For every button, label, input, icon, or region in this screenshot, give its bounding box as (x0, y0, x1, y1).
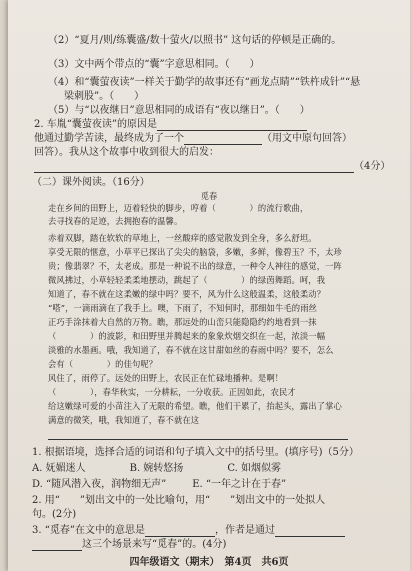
passage-line: 满意的微笑，哦，我知道了，春不就在这 (48, 415, 200, 425)
passage-title: 觅春 (200, 191, 218, 201)
q3-line1: 2. 车胤“囊萤夜读”的原因是 (34, 118, 400, 131)
q2-2-line1: （2）“夏月/则/练囊盛/数十萤火/以照书” 这句话的停顿是正确的。 (48, 35, 342, 46)
q2-5-line: （5）与“以夜继日”意思相同的成语有“夜以继日”。（ ） (48, 105, 310, 116)
passage-line: 去寻找春的足迹，去拥抱春的温馨。 (48, 216, 183, 226)
answer-blank[interactable] (145, 525, 215, 537)
passage-line: 会有（ ）的佳句呢？ (48, 359, 158, 369)
q3-prompt: 3. “觅春”在文中的意思是 ，作者是通过 (32, 524, 400, 537)
passage-line: 淡雅的水墨画。哦，我知道了，春不就在这甘甜如丝的春雨中吗？要不，怎么 (48, 345, 334, 355)
q1-prompt: 1. 根据语境，选择合适的词语和句子填入文中的括号里。(填序号)（5分） (32, 447, 359, 458)
q3-answer-line: （4分） (34, 160, 400, 173)
passage-line: （ ），春华秋实，一分耕耘，一分收获。正因如此，农民才 (48, 387, 296, 397)
passage-line: 赤着双脚，踏在软软的草地上，一丝酸痒的感觉散发到全身，多么舒坦。 (48, 233, 317, 243)
passage-line: （ ）的波影，和田野里并腾起来的象象炊烟交织在一起，浓淡一幅 (48, 331, 326, 341)
passage-line: 贵；像翡翠？不，太老成。那是一种说不出的绿意，一种令人神往的感觉，一阵 (48, 261, 342, 271)
passage-line: 微风拂过，小草轻轻柔柔地摆动，跳起了（ ）的绿茵舞蹈。呵，我 (48, 275, 326, 285)
answer-blank[interactable] (184, 133, 262, 145)
q2-4-line2: 梁刺股”。（ ） (64, 91, 145, 102)
answer-blank[interactable] (34, 161, 354, 173)
q3-line3: 回答）。我从这个故事中收到很大的启发： (34, 147, 219, 158)
passage-line (48, 428, 400, 440)
page-footer: 四年级语文（期末） 第4页 共6页 (129, 557, 289, 568)
passage-line: 享受无限的惬意，小草平已探出了尖尖的脑袋，多嫩，多鲜，像碧玉？不，太珍 (48, 247, 342, 257)
passage-line: 知道了，春不就在这柔嫩的绿中吗？要不，风为什么这般温柔，这般柔动？ (48, 289, 326, 299)
answer-blank[interactable] (32, 539, 82, 551)
passage-line: 走在乡间的田野上，迈着轻快的脚步，哼着（ ）的流行歌曲， (48, 203, 309, 213)
passage-line: “嗒”，一滴雨滴在了我手上。噢，下雨了，不知何时，那细如牛毛的雨丝 (48, 303, 317, 313)
q2-3-line: （3）文中两个带点的“囊”字意思相同。（ ） (48, 59, 260, 70)
answer-blank[interactable] (48, 428, 348, 440)
q2-prompt-2: 句。(2分) (32, 509, 77, 520)
exam-page (8, 0, 410, 571)
passage-line: 风住了，雨停了。远处的田野上，农民正在忙碌地播种。是啊！ (48, 373, 284, 383)
q1-options-row2: D. “随风潜入夜，润物细无声” E. “一年之计在于春” (32, 479, 287, 490)
q2-4-line1: （4）和“囊萤夜读”一样关于勤学的故事还有“画龙点睛”“铁杵成针”“悬 (48, 77, 361, 88)
answer-blank[interactable] (157, 119, 307, 131)
passage-line: 给这嫩绿可爱的小苗注入了无限的希望。瞧，他们干累了，抬起头，露出了掌心 (48, 401, 342, 411)
q3-prompt-2: 这三个场景来写“觅春”的。(4分) (32, 538, 400, 551)
q3-line2: 他通过勤学苦读，最终成为了一个 （用文中原句回答） (34, 133, 352, 144)
answer-blank[interactable] (275, 525, 345, 537)
q2-prompt: 2. 用“ ”划出文中的一处比喻句，用“ ”划出文中的一处拟人 (32, 495, 326, 506)
section-heading: （二）课外阅读。（16分） (32, 177, 150, 188)
q1-options-row1: A. 妩媚迷人 B. 婉转悠扬 C. 如烟似雾 (32, 463, 281, 474)
passage-line: 正巧手涂抹着大自然的万物。瞧，那远处的山峦只能隐隐约约地看到一抹 (48, 317, 317, 327)
